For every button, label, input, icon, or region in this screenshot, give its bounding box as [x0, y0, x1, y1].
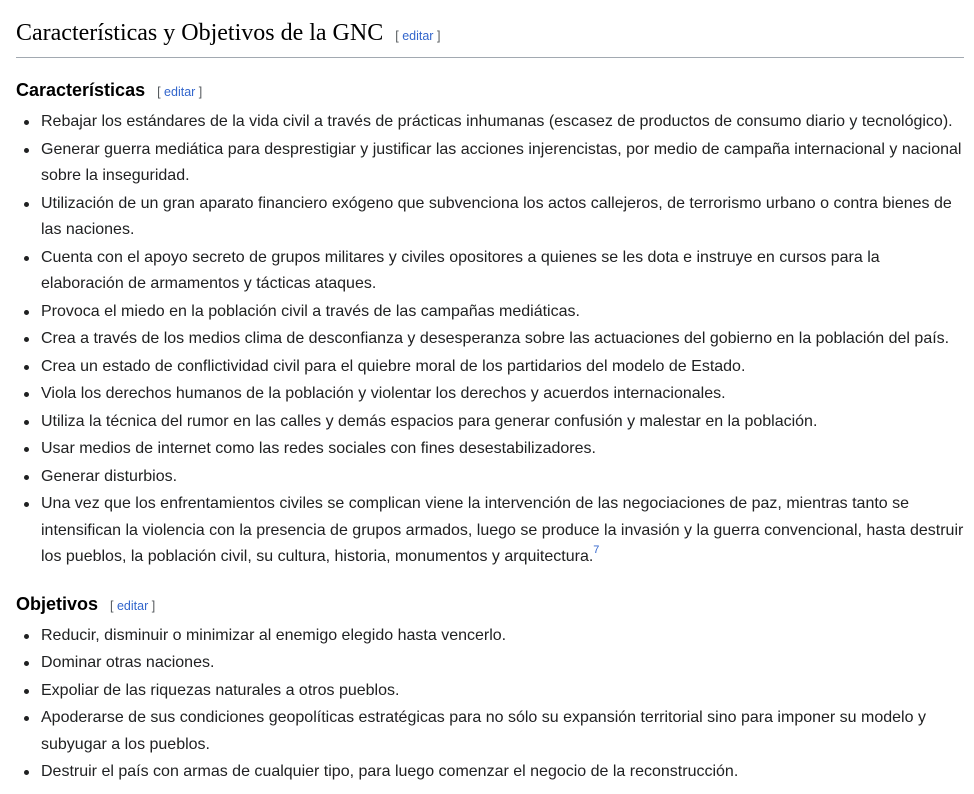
section-edit-link-wrapper [395, 29, 440, 43]
reference-link[interactable]: 7 [593, 543, 600, 556]
list-item: Crea un estado de conflictividad civil para el quiebre moral de los partidarios del modelo de Estado. [41, 354, 964, 381]
edit-bracket-close: ] [433, 29, 441, 43]
edit-bracket-open: [ [157, 85, 165, 99]
list-item: Utiliza la técnica del rumor en las calles y demás espacios para generar confusión y malestar en la población. [41, 409, 964, 436]
edit-bracket-open: [ [395, 29, 403, 43]
list-item: Apoderarse de sus condiciones geopolíticas estratégicas para no sólo su expansión territorial sino para imponer su modelo y subyugar a los pueblos. [41, 705, 964, 758]
objetivos-list [16, 623, 964, 786]
list-item: Viola los derechos humanos de la población y violentar los derechos y acuerdos internacionales. [41, 381, 964, 408]
list-item: Cuenta con el apoyo secreto de grupos militares y civiles opositores a quienes se les dota e instruye en cursos para la elaboración de armamentos y tácticas ataques. [41, 245, 964, 298]
list-item: Reducir, disminuir o minimizar al enemigo elegido hasta vencerlo. [41, 623, 964, 650]
caracteristicas-edit-link-wrapper [157, 85, 202, 99]
list-item: Generar disturbios. [41, 464, 964, 491]
edit-bracket-close: ] [195, 85, 203, 99]
list-item: Utilización de un gran aparato financiero exógeno que subvenciona los actos callejeros, de terrorismo urbano o contra bienes de las naciones. [41, 191, 964, 244]
objetivos-edit-link-wrapper [110, 599, 155, 613]
list-item-with-reference [41, 491, 964, 571]
caracteristicas-heading [16, 78, 964, 104]
list-item: Crea a través de los medios clima de desconfianza y desesperanza sobre las actuaciones del gobierno en la población del país. [41, 326, 964, 353]
list-item: Provoca el miedo en la población civil a través de las campañas mediáticas. [41, 299, 964, 326]
list-item-text: Una vez que los enfrentamientos civiles se complican viene la intervención de las negociaciones de paz, mientras tanto se intensifican la violencia con la presencia de grupos armados, luego se produce la invasión y la guerra convencional, hasta destruir los pueblos, la población civil, su cultura, historia, monumentos y arquitectura. [41, 495, 964, 565]
section-edit-link[interactable]: editar [402, 29, 434, 43]
objetivos-title: Objetivos [16, 593, 99, 614]
section-heading [16, 0, 964, 58]
section-title: Características y Objetivos de la GNC [16, 20, 384, 46]
list-item: Rebajar los estándares de la vida civil a través de prácticas inhumanas (escasez de productos de consumo diario y tecnológico). [41, 109, 964, 136]
edit-bracket-close: ] [148, 598, 156, 613]
edit-bracket-open: [ [110, 598, 117, 613]
list-item: Destruir el país con armas de cualquier tipo, para luego comenzar el negocio de la reconstrucción. [41, 759, 964, 786]
list-item: Dominar otras naciones. [41, 650, 964, 677]
caracteristicas-edit-link[interactable]: editar [164, 85, 196, 99]
article-content [16, 0, 964, 787]
objetivos-heading [16, 592, 964, 618]
list-item: Usar medios de internet como las redes sociales con fines desestabilizadores. [41, 436, 964, 463]
list-item: Expoliar de las riquezas naturales a otros pueblos. [41, 678, 964, 705]
caracteristicas-title: Características [16, 80, 146, 100]
list-item: Generar guerra mediática para desprestigiar y justificar las acciones injerencistas, por medio de campaña internacional y nacional sobre la inseguridad. [41, 137, 964, 190]
caracteristicas-list [16, 109, 964, 571]
reference-superscript [593, 544, 599, 556]
objetivos-edit-link[interactable]: editar [116, 598, 149, 613]
